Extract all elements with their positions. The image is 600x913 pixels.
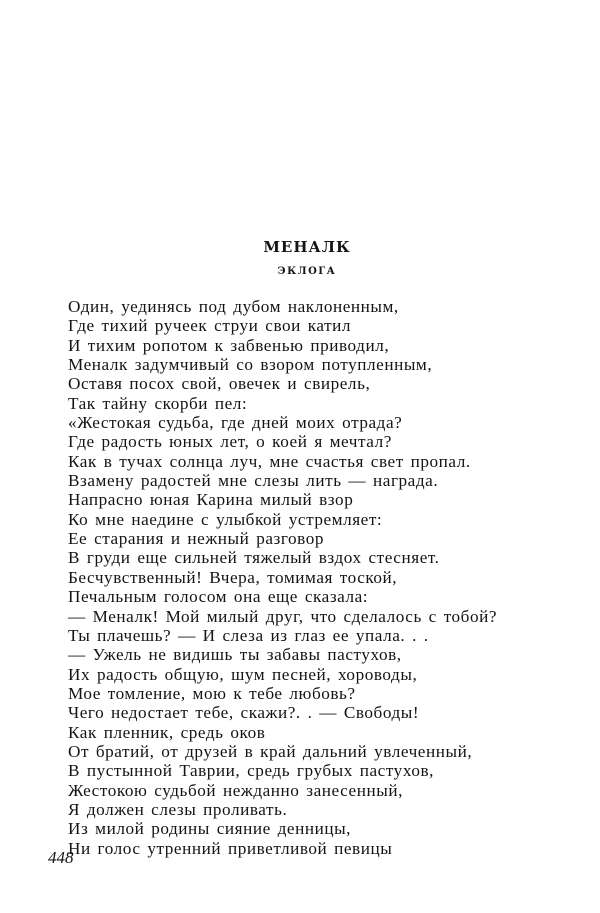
poem-title: МЕНАЛК: [263, 238, 351, 256]
poem-line: — Меналк! Мой милый друг, что сделалось с тобой?: [68, 606, 498, 626]
poem-body: [68, 297, 588, 858]
poem-line: — Ужель не видишь ты забавы пастухов,: [68, 645, 402, 665]
poem-line: Ты плачешь? — И слеза из глаз ее упала. . .: [68, 625, 429, 645]
poem-line: Чего недостает тебе, скажи?. . — Свободы!: [68, 703, 420, 723]
poem-line: И тихим ропотом к забвенью приводил,: [68, 335, 390, 355]
poem-line: Где радость юных лет, о коей я мечтал?: [68, 432, 392, 452]
poem-line: Их радость общую, шум песней, хороводы,: [68, 664, 418, 684]
poem-line: От братий, от друзей в край дальний увлеченный,: [68, 741, 473, 761]
poem-line: В груди еще сильней тяжелый вздох стесняет.: [68, 548, 440, 568]
poem-line: Как в тучах солнца луч, мне счастья свет пропал.: [68, 451, 471, 471]
poem-line: Ни голос утренний приветливой певицы: [68, 838, 393, 858]
poem-line: В пустынной Таврии, средь грубых пастухов,: [68, 761, 434, 781]
poem-line: Ее старания и нежный разговор: [68, 529, 325, 549]
poem-line: Мое томление, мою к тебе любовь?: [68, 683, 356, 703]
poem-line: Так тайну скорби пел:: [68, 393, 248, 413]
poem-line: Взамену радостей мне слезы лить — награда.: [68, 471, 439, 491]
page-number: 448: [48, 848, 74, 867]
poem-line: Оставя посох свой, овечек и свирель,: [68, 374, 371, 394]
poem-line: Меналк задумчивый со взором потупленным,: [68, 355, 433, 375]
poem-line: Печальным голосом она еще сказала:: [68, 587, 369, 607]
poem-line: Из милой родины сияние денницы,: [68, 819, 352, 839]
poem-line: «Жестокая судьба, где дней моих отрада?: [68, 413, 403, 433]
poem-line: Жестокою судьбой нежданно занесенный,: [68, 780, 403, 800]
poem-subtitle: ЭКЛОГА: [277, 266, 337, 277]
poem-line: Я должен слезы проливать.: [68, 799, 288, 819]
poem-line: Как пленник, средь оков: [68, 722, 266, 742]
poem-line: Напрасно юная Карина милый взор: [68, 490, 354, 510]
poem-line: Ко мне наедине с улыбкой устремляет:: [68, 509, 383, 529]
poem-line: Бесчувственный! Вчера, томимая тоской,: [68, 567, 398, 587]
poem-line: Один, уединясь под дубом наклоненным,: [68, 297, 399, 316]
poem-line: Где тихий ручеек струи свои катил: [68, 316, 352, 336]
